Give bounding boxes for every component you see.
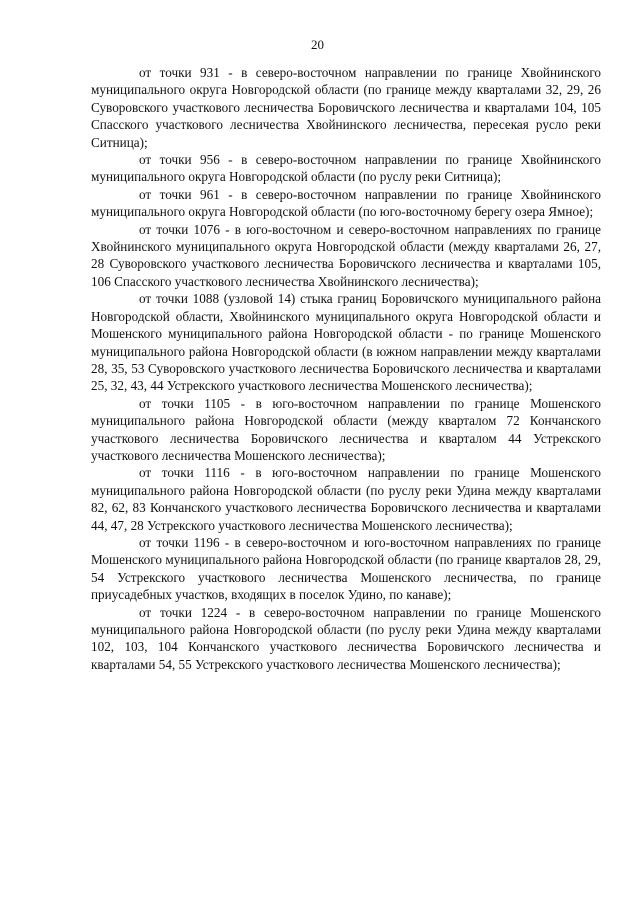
boundary-paragraph-1088: от точки 1088 (узловой 14) стыка границ Боровичского муниципального района Новгородской области, Хвойнинского муниципального округа Новгородской области и Мошенского муниципального района Новгородской области - по границе Мошенского муниципального района Новгородской области (в южном направлении между кварталами 28, 35, 53 Суворовского участкового лесничества Боровичского лесничества и кварталами 25, 32, 43, 44 Устрекского участкового лесничества Мошенского лесничества); — [91, 291, 601, 394]
boundary-paragraph-1076: от точки 1076 - в юго-восточном и северо-восточном направлениях по границе Хвойнинского муниципального округа Новгородской области (между кварталами 26, 27, 28 Суворовского участкового лесничества Боровичского лесничества и кварталами 105, 106 Спасского участкового лесничества Хвойнинского лесничества); — [91, 221, 601, 289]
boundary-paragraph-1196: от точки 1196 - в северо-восточном и юго-восточном направлениях по границе Мошенского муниципального района Новгородской области (по границе кварталов 28, 29, 54 Устрекского участкового лесничества Мошенского лесничества, по границе приусадебных участков, входящих в поселок Удино, по канаве); — [91, 534, 601, 603]
boundary-paragraph-961: от точки 961 - в северо-восточном направлении по границе Хвойнинского муниципального округа Новгородской области (по юго-восточному берегу озера Ямное); — [91, 186, 601, 220]
boundary-paragraph-1116: от точки 1116 - в юго-восточном направлении по границе Мошенского муниципального района Новгородской области (по руслу реки Удина между кварталами 82, 62, 83 Кончанского участкового лесничества Боровичского лесничества и кварталами 44, 47, 28 Устрекского участкового лесничества Мошенского лесничества); — [91, 465, 601, 533]
document-body — [91, 64, 601, 673]
page-number: 20 — [311, 37, 324, 52]
boundary-paragraph-1105: от точки 1105 - в юго-восточном направлении по границе Мошенского муниципального района Новгородской области (между кварталом 72 Кончанского участкового лесничества Боровичского лесничества и кварталом 44 Устрекского участкового лесничества Мошенского лесничества); — [91, 395, 601, 463]
boundary-paragraph-931: от точки 931 - в северо-восточном направлении по границе Хвойнинского муниципального округа Новгородской области (по границе между кварталами 32, 29, 26 Суворовского участкового лесничества Боровичского лесничества и кварталами 104, 105 Спасского участкового лесничества Хвойнинского лесничества, пересекая русло реки Ситница); — [91, 65, 601, 150]
boundary-paragraph-956: от точки 956 - в северо-восточном направлении по границе Хвойнинского муниципального округа Новгородской области (по руслу реки Ситница); — [91, 152, 601, 185]
boundary-paragraph-1224: от точки 1224 - в северо-восточном направлении по границе Мошенского муниципального района Новгородской области (по руслу реки Удина между кварталами 102, 103, 104 Кончанского участкового лесничества Боровичского лесничества и кварталами 54, 55 Устрекского участкового лесничества Мошенского лесничества); — [91, 604, 601, 672]
